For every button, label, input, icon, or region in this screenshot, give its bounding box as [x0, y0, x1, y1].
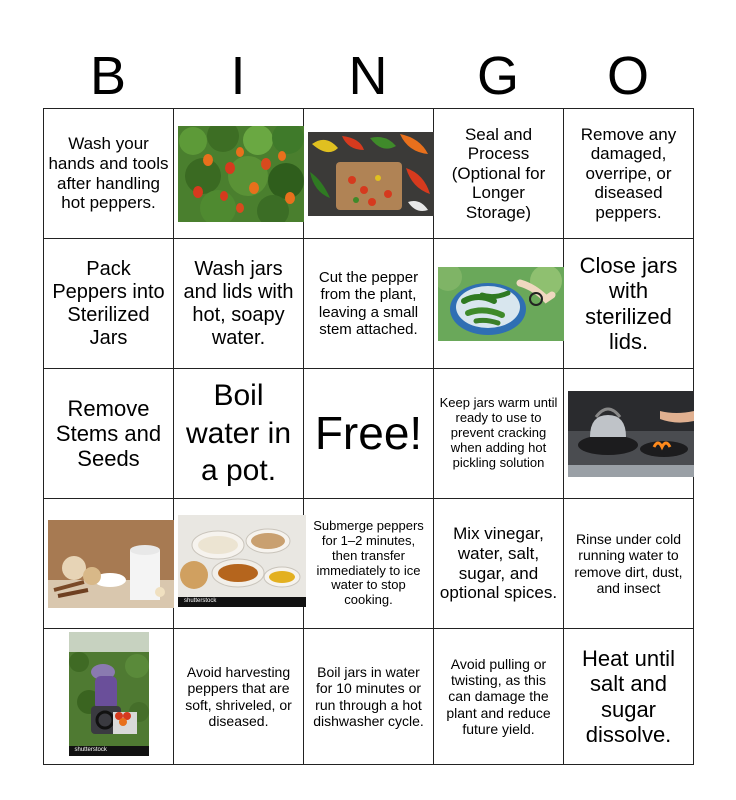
bingo-cell[interactable]	[174, 629, 304, 765]
cell-text: Boil water in a pot.	[185, 379, 292, 488]
bingo-cell[interactable]	[434, 629, 564, 765]
bingo-cell[interactable]	[44, 109, 174, 239]
cell-text: Boil jars in water for 10 minutes or run through a hot dishwasher cycle.	[313, 664, 424, 729]
bingo-cell[interactable]	[564, 369, 694, 499]
stove-kettle-photo-icon	[568, 391, 694, 477]
bingo-cell[interactable]	[564, 109, 694, 239]
cell-text: Keep jars warm until ready to use to prevent cracking when adding hot pickling solution	[439, 395, 558, 470]
cell-text: Remove any damaged, overripe, or diseased peppers.	[580, 124, 677, 222]
header-letter-n: N	[348, 46, 388, 106]
cell-text: Remove Stems and Seeds	[55, 395, 162, 472]
bingo-cell-free[interactable]	[304, 369, 434, 499]
bingo-cell[interactable]	[434, 369, 564, 499]
cell-text: Submerge peppers for 1–2 minutes, then transfer immediately to ice water to stop cooking.	[313, 517, 424, 608]
farmer-photo-wrap	[69, 632, 149, 756]
bingo-cell[interactable]	[564, 499, 694, 629]
bingo-cell[interactable]	[304, 629, 434, 765]
bingo-cell[interactable]	[44, 239, 174, 369]
bingo-cell[interactable]	[44, 369, 174, 499]
chopped-peppers-photo-icon	[308, 132, 434, 216]
bingo-cell[interactable]	[174, 499, 304, 629]
farmer-harvesting-photo-icon	[69, 632, 149, 756]
cell-text: Close jars with sterilized lids.	[579, 252, 678, 354]
bingo-cell[interactable]	[304, 499, 434, 629]
bingo-cell[interactable]	[304, 239, 434, 369]
cell-text: Cut the pepper from the plant, leaving a small stem attached.	[318, 269, 419, 338]
header-letter-g: G	[476, 46, 519, 106]
header-letter-i: I	[230, 46, 246, 106]
spice-bowls-photo-icon	[178, 515, 306, 607]
bingo-board	[43, 108, 694, 765]
bingo-cell[interactable]	[434, 109, 564, 239]
bingo-cell[interactable]	[564, 629, 694, 765]
bingo-cell[interactable]	[434, 239, 564, 369]
cell-text: Rinse under cold running water to remove dirt, dust, and insect	[574, 531, 683, 596]
header-letter-o: O	[606, 46, 649, 106]
board-row-2	[44, 239, 694, 369]
board-row-4	[44, 499, 694, 629]
cell-text: Avoid harvesting peppers that are soft, shriveled, or diseased.	[185, 664, 292, 729]
pickling-ingredients-photo-icon	[48, 520, 174, 608]
cell-text: Seal and Process (Optional for Longer Storage)	[451, 124, 546, 222]
cell-text: Mix vinegar, water, salt, sugar, and optional spices.	[439, 524, 558, 603]
bingo-cell[interactable]	[174, 239, 304, 369]
board-row-1	[44, 109, 694, 239]
bingo-cell[interactable]	[174, 369, 304, 499]
board-row-3	[44, 369, 694, 499]
bingo-cell[interactable]	[174, 109, 304, 239]
stock-watermark: shutterstock	[184, 598, 217, 604]
stock-watermark: shutterstock	[74, 747, 107, 753]
pepper-plant-photo-icon	[178, 126, 304, 222]
bingo-cell[interactable]	[434, 499, 564, 629]
board-row-5	[44, 629, 694, 765]
spice-photo-wrap	[178, 515, 306, 607]
cell-text: Heat until salt and sugar dissolve.	[582, 645, 675, 747]
bingo-cell[interactable]	[564, 239, 694, 369]
cell-text: Wash your hands and tools after handling hot peppers.	[48, 134, 169, 213]
bingo-cell[interactable]	[44, 499, 174, 629]
cell-text: Pack Peppers into Sterilized Jars	[52, 257, 165, 349]
header-letter-b: B	[89, 46, 127, 106]
bingo-cell[interactable]	[44, 629, 174, 765]
picked-peppers-bowl-photo-icon	[438, 267, 564, 341]
cell-text: Avoid pulling or twisting, as this can damage the plant and reduce future yield.	[446, 656, 551, 737]
cell-text: Wash jars and lids with hot, soapy water.	[183, 257, 294, 349]
bingo-cell[interactable]	[304, 109, 434, 239]
bingo-header	[43, 44, 693, 108]
free-space: Free!	[314, 407, 423, 460]
